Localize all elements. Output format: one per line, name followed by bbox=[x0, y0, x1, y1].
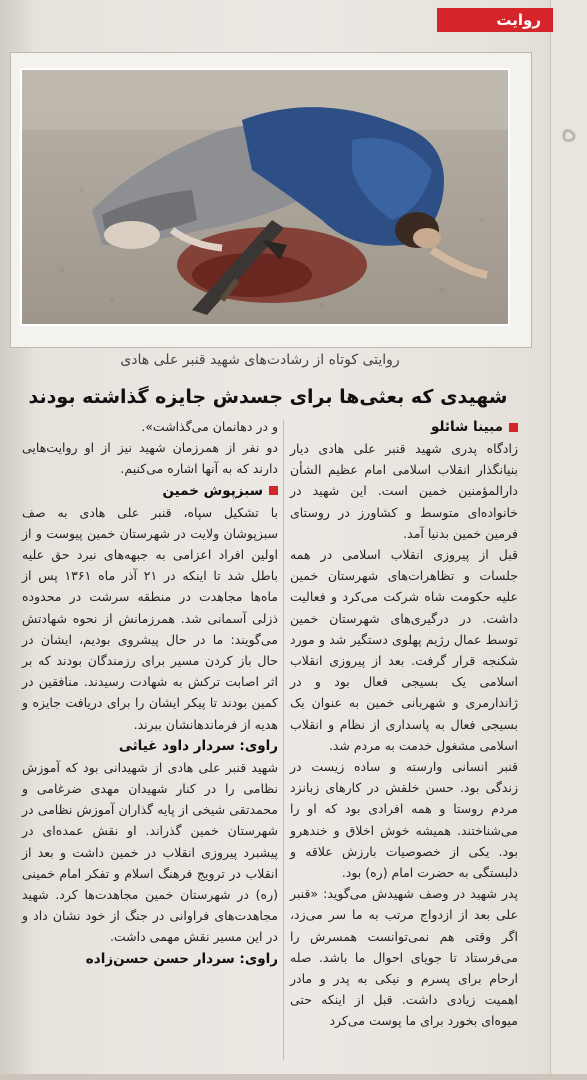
photo-martyr-icon bbox=[22, 70, 508, 324]
square-bullet-icon bbox=[269, 486, 278, 495]
paragraph: شهید قنبر علی هادی از شهیدانی بود که آموزش نظامی را در کنار شهیدان مهدی ضرغامی و محمدتقی شیخی از پایه گذاران آموزش نظامی در شهرستان خمین گذراند. او نقش عمده‌ای در پیشبرد پیروزی انقلاب در خمین داشت و بعد از انقلاب در ترویج فرهنگ اسلام و تفکر امام خمینی (ره) در شهرستان خمین مجاهدت‌ها کرد. شهید مجاهدت‌های فراوانی در جنگ از خود نشان داد و در این مسیر نقش مهمی داشت. bbox=[22, 759, 278, 945]
paragraph: قبل از پیروزی انقلاب اسلامی در همه جلسات و تظاهرات‌های شهرستان خمین علیه حکومت شاه شرکت می‌کرد و فعالیت داشت. در درگیری‌های شهرستان خمین توسط عمال رژیم پهلوی دستگیر شد و مورد شکنجه قرار گرفت. بعد از پیروزی انقلاب اسلامی یک بسیجی فعال بود و در ژاندارمری و شهربانی خمین به عنوان یک بسیجی فعال به پاسداری از نظام و انقلاب اسلامی مشغول خدمت به مردم شد. bbox=[290, 547, 518, 753]
paragraph: قنبر انسانی وارسته و ساده زیست در زندگی بود. حسن خلقش در کارهای زبانزد مردم روستا و همه افرادی بود که او را می‌شناختند. همیشه خوش اخلاق و خندهرو بود. یکی از خصوصیات بارزش علاقه و دلبستگی به حضرت امام (ره) بود. bbox=[290, 759, 518, 881]
author-name: مبینا شائلو bbox=[430, 419, 503, 435]
right-column bbox=[290, 416, 518, 1032]
section-tab: روایت bbox=[437, 8, 553, 32]
adjacent-page-glyph: ه bbox=[560, 110, 578, 150]
paragraph: زادگاه پدری شهید قنبر علی هادی دیار بنیانگذار انقلاب اسلامی امام عظیم الشأن دارالمؤمنین خمین است. این شهید در خانواده‌ای متوسط و کشاورز در روستای فرمین خمین بدنیا آمد. bbox=[290, 441, 518, 541]
paragraph: دو نفر از همرزمان شهید نیز از او روایت‌هایی دارند که به آنها اشاره می‌کنیم. bbox=[22, 440, 278, 477]
narrator-credit: راوی: سردار حسن حسن‌زاده bbox=[85, 950, 278, 967]
narrator-credit: راوی: سردار داود غیاثی bbox=[118, 737, 278, 754]
adjacent-page-edge bbox=[550, 0, 587, 1080]
article-headline: شهیدی که بعثی‌ها برای جسدش جایزه گذاشته بودند bbox=[28, 386, 508, 408]
paragraph: با تشکیل سپاه، قنبر علی هادی به صف سبزپوشان ولایت در شهرستان خمین پیوست و از اولین افراد اعزامی به جبهه‌های نبرد حق علیه باطل شد تا اینکه در ۲۱ آذر ماه ۱۳۶۱ پس از ماه‌ها مجاهدت در منطقه سرشت در محدوده ذزلی آسمانی شد. همرزمانش از نحوه شهادتش می‌گویند: ما در حال پیشروی بودیم، ایشان در حال باز کردن مسیر برای رزمندگان بودند که بر اثر اصابت ترکش به شهادت رسیدند. منافقین در کمین بودند تا پیکر ایشان را برای دریافت جایزه و هدیه از فرماندهانشان ببرند. bbox=[22, 504, 278, 732]
photo-kicker: روایتی کوتاه از رشادت‌های شهید قنبر علی هادی bbox=[120, 352, 400, 368]
column-divider bbox=[283, 420, 284, 1060]
author-byline bbox=[290, 416, 518, 438]
square-bullet-icon bbox=[509, 423, 518, 432]
paragraph: پدر شهید در وصف شهیدش می‌گوید: «قنبر علی بعد از ازدواج مرتب به ما سر می‌زد، اگر وقتی هم نمی‌توانست همسرش را می‌فرستاد تا جویای احوال ما باشد. صله ارحام برای پسرم و نیکی به پدر و مادر اهمیت زیادی داشت. قبل از اینکه حتی میوه‌ای بخورد برای ما پوست می‌کرد bbox=[290, 886, 518, 1029]
subheading-text: سبزپوش خمین bbox=[162, 482, 263, 499]
paragraph: و در دهانمان می‌گذاشت». bbox=[141, 419, 278, 434]
martyr-photo bbox=[20, 68, 510, 326]
left-column bbox=[22, 416, 278, 970]
subheading bbox=[22, 480, 278, 502]
page-bottom-edge bbox=[0, 1074, 587, 1080]
